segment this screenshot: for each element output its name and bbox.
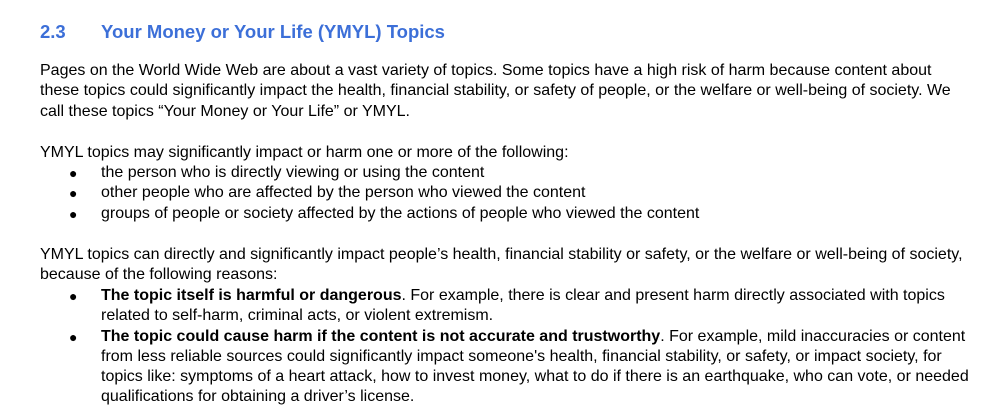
list-item bbox=[40, 163, 970, 183]
bullet-icon: ● bbox=[69, 288, 78, 304]
list-item bbox=[40, 327, 970, 408]
reason-text: . For example, mild inaccuracies or content from less reliable sources could significantly impact someone's health, financial stability, or safety, or impact society, for topics like: symptoms of a heart attack, how to invest money, what to do if there is an earthquake, who can vote, or needed qualifications for obtaining a driver’s license. bbox=[101, 327, 969, 406]
list-item-text: the person who is directly viewing or using the content bbox=[101, 164, 485, 181]
bullet-icon: ● bbox=[69, 185, 78, 202]
list-item bbox=[40, 204, 970, 224]
bullet-icon: ● bbox=[69, 165, 78, 181]
impact-paragraph: YMYL topics may significantly impact or harm one or more of the following: bbox=[40, 144, 569, 161]
intro-paragraph: Pages on the World Wide Web are about a vast variety of topics. Some topics have a high risk of harm because content about these topics could significantly impact the health, financial stability, or safety of people, or the welfare or well-being of society. We call these topics “Your Money or Your Life” or YMYL. bbox=[40, 62, 951, 120]
bullet-icon: ● bbox=[69, 328, 78, 345]
list-item-text: other people who are affected by the person who viewed the content bbox=[101, 184, 586, 202]
bullet-icon: ● bbox=[69, 205, 78, 222]
reason-heading: The topic itself is harmful or dangerous bbox=[101, 287, 402, 304]
list-item-text: groups of people or society affected by the actions of people who viewed the content bbox=[101, 204, 700, 222]
section-heading bbox=[40, 21, 445, 43]
reason-heading: The topic could cause harm if the content is not accurate and trustworthy bbox=[101, 327, 661, 345]
reasons-list bbox=[40, 286, 970, 408]
section-title: Your Money or Your Life (YMYL) Topics bbox=[101, 21, 445, 42]
section-number: 2.3 bbox=[40, 21, 66, 42]
reasons-paragraph: YMYL topics can directly and significantly impact people’s health, financial stability or safety, or the welfare or well-being of society, because of the following reasons: bbox=[40, 246, 963, 284]
impact-list bbox=[40, 163, 970, 224]
reason-text: . For example, there is clear and present harm directly associated with topics related to self-harm, criminal acts, or violent extremism. bbox=[101, 287, 945, 325]
list-item bbox=[40, 286, 970, 327]
list-item bbox=[40, 183, 970, 203]
